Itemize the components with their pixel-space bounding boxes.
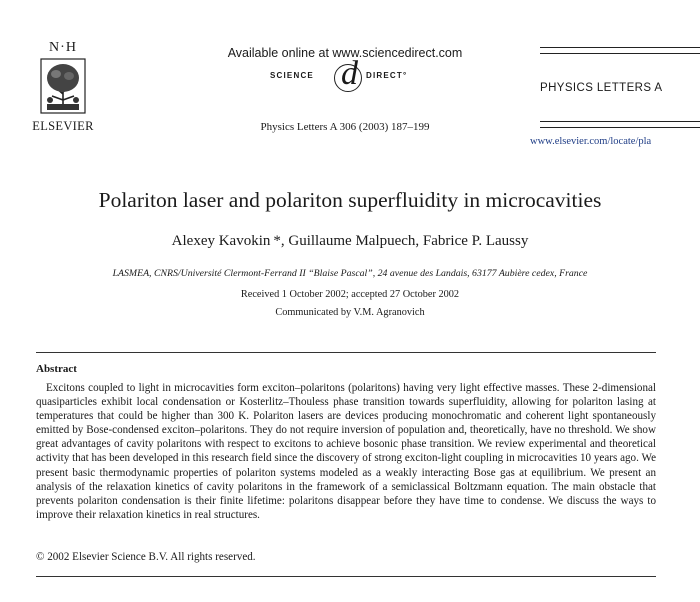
header-rule-top (540, 47, 700, 48)
header-rule-bottom (540, 121, 700, 122)
header-rule-top-2 (540, 53, 700, 54)
sciencedirect-d: d (341, 55, 358, 92)
abstract-heading: Abstract (36, 363, 77, 375)
publisher-monogram: N·H (49, 40, 77, 55)
communicated-by: Communicated by V.M. Agranovich (275, 307, 425, 318)
header-rule-bottom-2 (540, 127, 700, 128)
abstract-bottom-rule (36, 576, 656, 577)
received-dates: Received 1 October 2002; accepted 27 October 2002 (240, 289, 460, 300)
journal-url-link[interactable]: www.elsevier.com/locate/pla (530, 136, 652, 147)
abstract-top-rule (36, 352, 656, 353)
article-title: Polariton laser and polariton superfluidity in microcavities (98, 188, 602, 212)
copyright-notice: © 2002 Elsevier Science B.V. All rights reserved. (36, 551, 256, 563)
elsevier-logo (28, 40, 98, 135)
article-authors: Alexey Kavokin *, Guillaume Malpuech, Fabrice P. Laussy (171, 233, 529, 249)
sciencedirect-left: SCIENCE (270, 71, 314, 80)
sciencedirect-right: DIRECT° (366, 71, 408, 80)
elsevier-tree-icon (38, 56, 88, 116)
publisher-name: ELSEVIER (32, 119, 94, 133)
citation: Physics Letters A 306 (2003) 187–199 (260, 121, 430, 133)
affiliation: LASMEA, CNRS/Université Clermont-Ferrand II “Blaise Pascal”, 24 avenue des Landais, 63177 Aubière cedex, France (112, 268, 588, 279)
journal-name: PHYSICS LETTERS A (540, 82, 663, 94)
abstract-text: Excitons coupled to light in microcavities form exciton–polaritons (polaritons) having very light effective masses. These 2-dimensional quasiparticles exhibit local condensation or Kosterlitz–Thouless phase transition towards superfluidity, allowing for polariton lasing at temperatures that could be higher than 300 K. Polariton lasers are devices producing monochromatic and coherent light spontaneously emitted by Bose-condensed exciton–polaritons. They do not require inversion of population and, theoretically, have no threshold. We show great advantages of cavity polaritons with respect to excitons to achieve bosonic phase transition. We review experimental and theoretical activity that has been developed in this research field since the discovery of strong exciton-light coupling in microcavities 10 years ago. We present basic thermodynamic properties of polariton systems modeled as a weakly interacting Bose gas at equilibrium. We present an analysis of the relaxation kinetics of cavity polaritons in the framework of a semiclassical Boltzmann equation. The main obstacle that prevents polariton condensation is their finite lifetime: polaritons disappear before they have time to condense. We discuss the ways to improve their relaxation kinetics in real structures. (36, 382, 656, 521)
sciencedirect-logo (270, 55, 420, 93)
available-online: Available online at www.sciencedirect.com (227, 46, 463, 60)
